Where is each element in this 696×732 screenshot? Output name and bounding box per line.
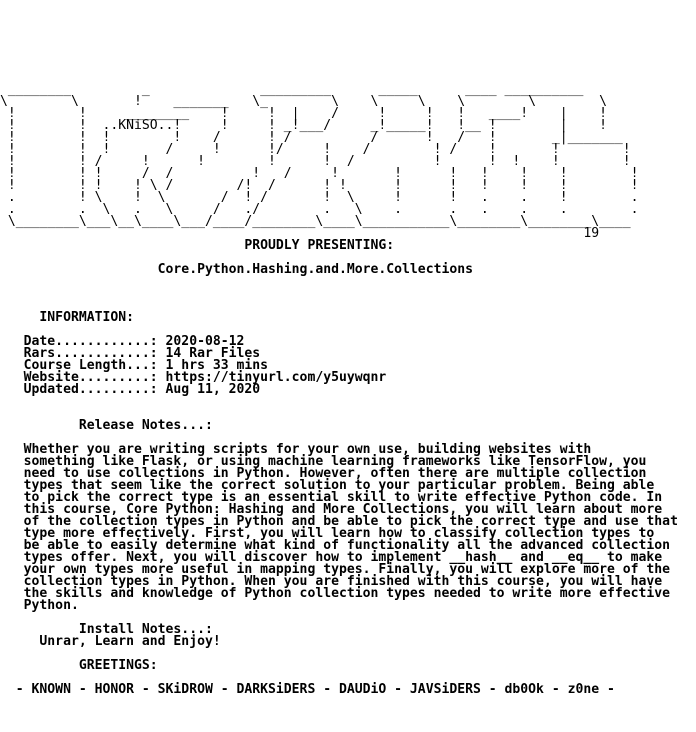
- ascii-logo-line: \________\___\__\____\___/____/________\____\___________\________\________\____: [0, 214, 631, 229]
- release-notes-line: something like Flask, or using machine learning frameworks like TensorFlow, you: [0, 454, 647, 469]
- presenting-heading: PROUDLY PRESENTING:: [0, 238, 395, 253]
- release-notes-line: your own types more useful in mapping types. Finally, you will explore more of the: [0, 562, 671, 577]
- release-notes-line: type more effectively. First, you will learn how to classify collection types to: [0, 526, 655, 541]
- spacer: [0, 288, 678, 300]
- release-notes-line: types that seem like the correct solution to your particular problem. Being able: [0, 478, 655, 493]
- ascii-logo-line: . ! \ ! \ / ! / ! \ ! ! . . ! .: [0, 190, 639, 205]
- ascii-logo-line: . . \ . \ / ./ . \ . . . . . .: [0, 202, 639, 217]
- info-course-length: Course Length...: 1 hrs 33 mins: [0, 358, 269, 373]
- information-heading: INFORMATION:: [0, 310, 135, 325]
- ascii-logo-year-line: 19: [0, 226, 600, 241]
- ascii-logo-line: ! ! ! ! / ! / / ! / ! _|_______: [0, 130, 623, 145]
- release-notes-line: be able to easily determine what kind of functionality all the advanced collection: [0, 538, 671, 553]
- release-notes-line: of the collection types in Python and be able to pick the correct type and use that: [0, 514, 678, 529]
- nfo-text: [0, 84, 678, 696]
- ascii-logo-line: ________ _ _________ _____ ____ __________: [0, 82, 584, 97]
- release-notes-line: types offer. Next, you will discover how to implement __hash__ and __eq__ to make: [0, 550, 663, 565]
- info-rars: Rars............: 14 Rar Files: [0, 346, 261, 361]
- info-website: Website.........: https://tinyurl.com/y5uywqnr: [0, 370, 387, 385]
- ascii-logo-line: ! ! ! / ! !/ ! / ! / ! ! !: [0, 142, 631, 157]
- greetings-heading: GREETINGS:: [0, 658, 158, 673]
- ascii-logo-line: ! ! / ! ! ! ! / ! ! ! ! !: [0, 154, 631, 169]
- release-notes-line: collection types in Python. When you are finished with this course, you will have: [0, 574, 663, 589]
- spacer: [0, 396, 678, 408]
- ascii-logo-line: ! ! ..KNiSO..! ! ! _!___/ _!_____! !__ ! | !: [0, 118, 607, 133]
- spacer: [0, 276, 678, 288]
- release-notes-line: Python.: [0, 598, 79, 613]
- release-notes-line: this course, Core Python: Hashing and More Collections, you will learn about more: [0, 502, 663, 517]
- ascii-logo-line: ! ! ________ ! ! | / ! ! ! ____! | !: [0, 106, 607, 121]
- ascii-logo-line: ! ! ! ! \ / /! / ! ! ! ! ! ! ! !: [0, 178, 639, 193]
- release-notes-line: to pick the correct type is an essential skill to write effective Python code. In: [0, 490, 663, 505]
- info-updated: Updated.........: Aug 11, 2020: [0, 382, 261, 397]
- release-notes-line: the skills and knowledge of Python collection types needed to write more effective: [0, 586, 671, 601]
- install-notes-heading: Install Notes...:: [0, 622, 213, 637]
- release-notes-line: Whether you are writing scripts for your own use, building websites with: [0, 442, 592, 457]
- release-title: Core.Python.Hashing.and.More.Collections: [0, 262, 473, 277]
- ascii-logo-line: ! ! ! / / ! / ! ! ! ! ! ! !: [0, 166, 639, 181]
- ascii-logo-line: \ \ ! _______ \_ \ \ \ \ \ \: [0, 94, 607, 109]
- install-notes-text: Unrar, Learn and Enjoy!: [0, 634, 221, 649]
- release-notes-line: need to use collections in Python. However, often there are multiple collection: [0, 466, 647, 481]
- release-notes-heading: Release Notes...:: [0, 418, 213, 433]
- info-date: Date............: 2020-08-12: [0, 334, 245, 349]
- greetings-line: - KNOWN - HONOR - SKiDROW - DARKSiDERS - DAUDiO - JAVSiDERS - db0Ok - z0ne -: [0, 682, 615, 697]
